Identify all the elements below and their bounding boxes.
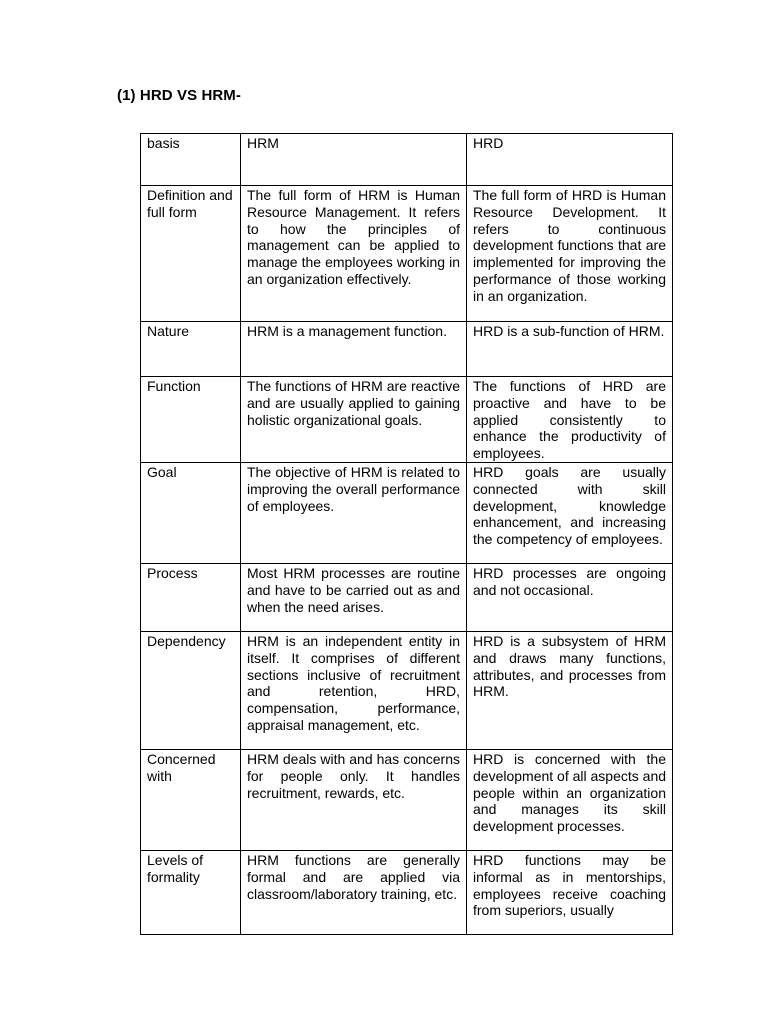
row-hrd-cell: The full form of HRD is Human Resource Development. It refers to continuous development functions that are implemented for improving the performance of those working in an organization. <box>467 186 673 322</box>
row-basis-cell: Levels of formality <box>141 850 241 934</box>
row-hrm-cell: HRM is a management function. <box>241 322 467 377</box>
row-basis-cell: Nature <box>141 322 241 377</box>
row-hrm-cell: HRM is an independent entity in itself. It comprises of different sections inclusive of recruitment and retention, HRD, compensation, performance, appraisal management, etc. <box>241 631 467 749</box>
table-row <box>141 462 673 563</box>
row-hrd-cell: HRD goals are usually connected with skill development, knowledge enhancement, and increasing the competency of employees. <box>467 462 673 563</box>
document-heading: (1) HRD VS HRM- <box>117 87 241 104</box>
row-basis-cell: Function <box>141 377 241 463</box>
header-cell-basis: basis <box>141 134 241 186</box>
row-hrm-cell: HRM deals with and has concerns for people only. It handles recruitment, rewards, etc. <box>241 749 467 850</box>
row-basis-cell: Process <box>141 563 241 631</box>
row-basis-cell: Concerned with <box>141 749 241 850</box>
row-hrm-cell: Most HRM processes are routine and have to be carried out as and when the need arises. <box>241 563 467 631</box>
table-row <box>141 322 673 377</box>
row-hrd-cell: HRD processes are ongoing and not occasional. <box>467 563 673 631</box>
table-row <box>141 850 673 934</box>
header-cell-hrd: HRD <box>467 134 673 186</box>
row-basis-cell: Definition and full form <box>141 186 241 322</box>
row-hrd-cell: HRD functions may be informal as in mentorships, employees receive coaching from superiors, usually <box>467 850 673 934</box>
row-hrm-cell: HRM functions are generally formal and are applied via classroom/laboratory training, etc. <box>241 850 467 934</box>
row-basis-cell: Goal <box>141 462 241 563</box>
table-row <box>141 749 673 850</box>
row-basis-cell: Dependency <box>141 631 241 749</box>
table-header-row <box>141 134 673 186</box>
comparison-table <box>140 133 673 935</box>
row-hrd-cell: HRD is a sub-function of HRM. <box>467 322 673 377</box>
row-hrd-cell: The functions of HRD are proactive and have to be applied consistently to enhance the productivity of employees. <box>467 377 673 463</box>
row-hrm-cell: The functions of HRM are reactive and are usually applied to gaining holistic organizational goals. <box>241 377 467 463</box>
row-hrd-cell: HRD is concerned with the development of all aspects and people within an organization and manages its skill development processes. <box>467 749 673 850</box>
header-cell-hrm: HRM <box>241 134 467 186</box>
table-row <box>141 186 673 322</box>
table-row <box>141 563 673 631</box>
row-hrm-cell: The objective of HRM is related to improving the overall performance of employees. <box>241 462 467 563</box>
row-hrd-cell: HRD is a subsystem of HRM and draws many functions, attributes, and processes from HRM. <box>467 631 673 749</box>
table-row <box>141 631 673 749</box>
table-row <box>141 377 673 463</box>
row-hrm-cell: The full form of HRM is Human Resource Management. It refers to how the principles of management can be applied to manage the employees working in an organization effectively. <box>241 186 467 322</box>
